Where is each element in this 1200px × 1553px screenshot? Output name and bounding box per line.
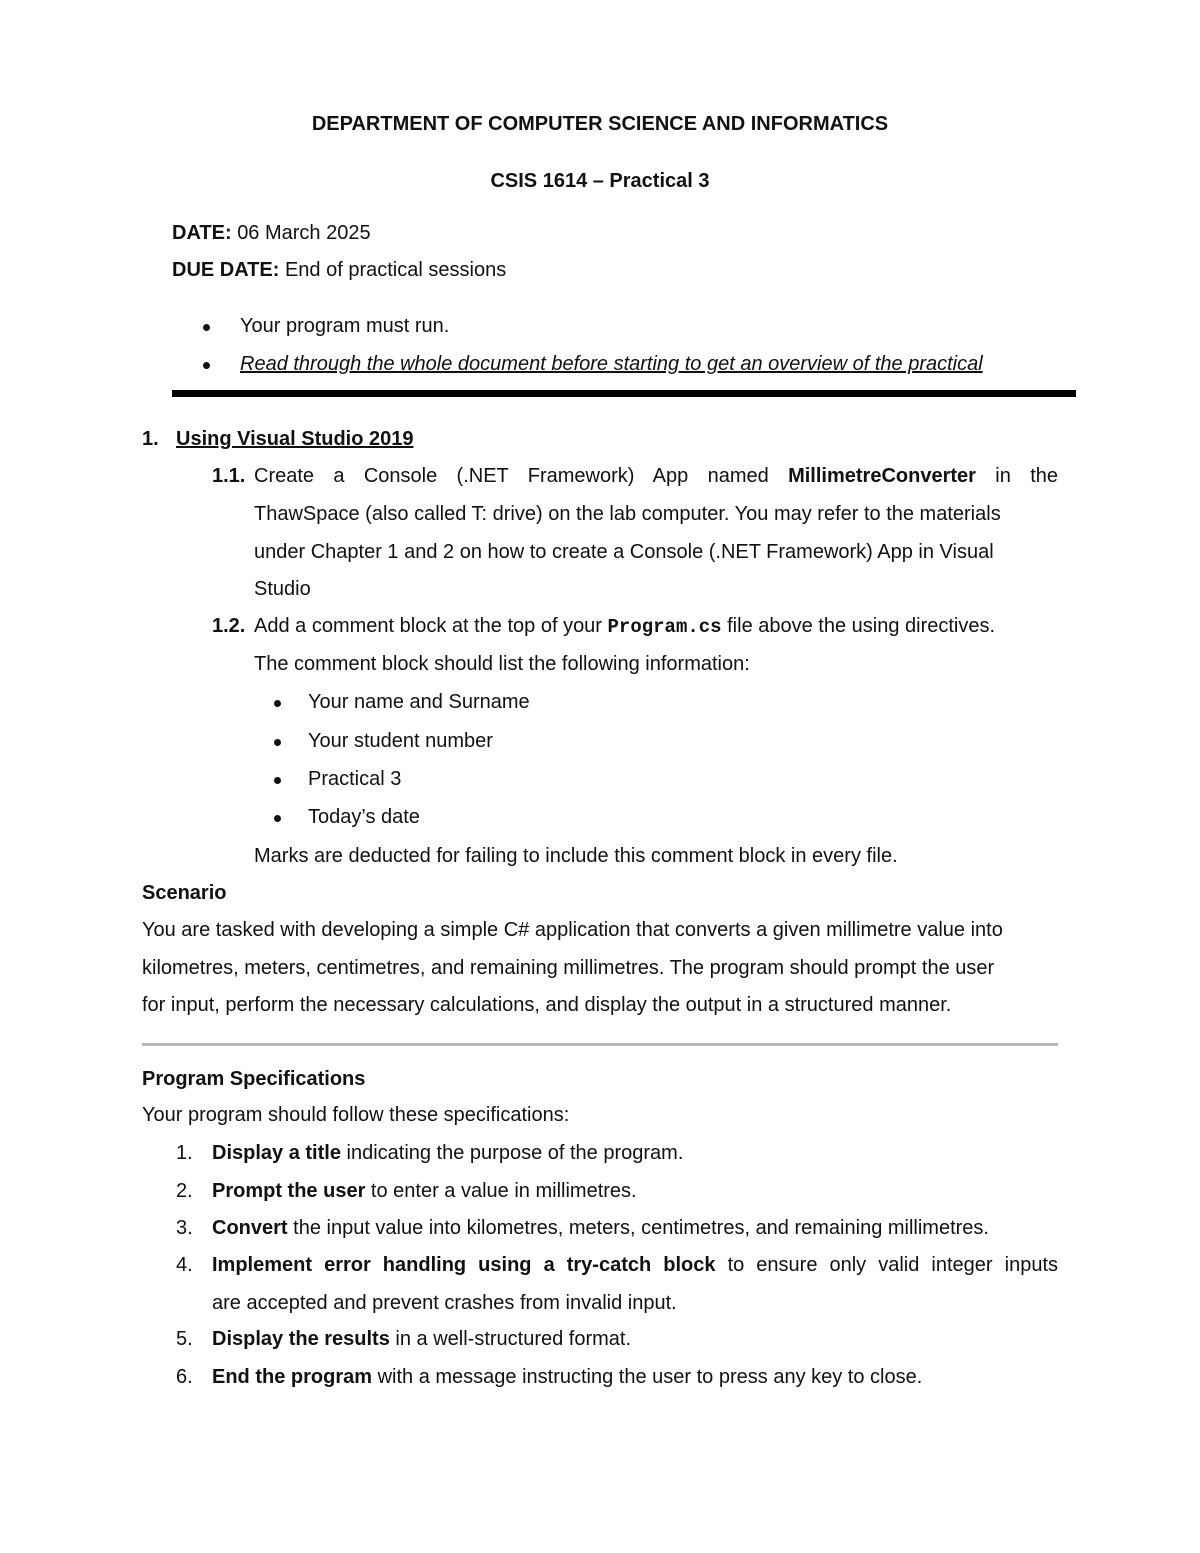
spec-item [212,1180,637,1203]
item-1-1-line4: Studio [254,578,311,600]
comment-item-name: Your name and Surname [308,691,530,713]
spec-bold: End the program [212,1366,373,1388]
item-1-1-line1 [254,465,1058,488]
spec-number: 3. [176,1217,193,1239]
spec-bold: Convert [212,1217,288,1239]
bullet-icon [203,362,210,369]
spec-rest: with a message instructing the user to press any key to close. [377,1366,923,1388]
spec-item [212,1328,631,1351]
item-1-1-line2: ThawSpace (also called T: drive) on the lab computer. You may refer to the materials [254,503,1001,525]
bullet-icon [203,324,210,331]
due-date-line [172,259,506,282]
spec-rest: to enter a value in millimetres. [370,1180,637,1202]
spec-rest: to ensure only valid integer inputs [727,1254,1058,1276]
note-read-document: Read through the whole document before starting to get an overview of the practical [240,353,983,375]
item-1-2-text-after: file above the using directives. [727,615,996,637]
spec-number: 1. [176,1142,193,1164]
spec-item [212,1142,683,1165]
date-value: 06 March 2025 [237,222,371,244]
spec-item-continuation: are accepted and prevent crashes from invalid input. [212,1292,677,1314]
spec-rest: the input value into kilometres, meters, centimetres, and remaining millimetres. [293,1217,989,1239]
marks-note: Marks are deducted for failing to include this comment block in every file. [254,845,898,867]
note-run: Your program must run. [240,315,450,337]
item-1-2-line1 [254,615,995,638]
date-label: DATE: [172,222,232,244]
section-divider [172,390,1076,397]
department-heading: DEPARTMENT OF COMPUTER SCIENCE AND INFORMATICS [311,113,889,135]
section-1-number: 1. [142,428,159,450]
specs-heading: Program Specifications [142,1068,366,1090]
item-1-1-text-after: in the [995,465,1058,487]
bullet-icon [274,815,281,822]
spec-rest: in a well-structured format. [395,1328,632,1350]
scenario-line: You are tasked with developing a simple C# application that converts a given millimetre value into [142,919,1003,941]
bullet-icon [274,739,281,746]
due-date-label: DUE DATE: [172,259,280,281]
item-1-2-number: 1.2. [212,615,246,637]
course-title: CSIS 1614 – Practical 3 [490,170,710,192]
spec-item [212,1217,989,1240]
spec-item [212,1254,1058,1277]
app-name: MillimetreConverter [788,465,976,487]
specs-intro: Your program should follow these specifications: [142,1104,570,1126]
spec-number: 2. [176,1180,193,1202]
spec-bold: Display a title [212,1142,341,1164]
scenario-line: kilometres, meters, centimetres, and remaining millimetres. The program should prompt the user [142,957,995,979]
spec-number: 6. [176,1366,193,1388]
date-line [172,222,371,245]
bullet-icon [274,700,281,707]
section-1-title: Using Visual Studio 2019 [176,428,414,450]
due-date-value: End of practical sessions [284,259,507,281]
spec-bold: Prompt the user [212,1180,366,1202]
bullet-icon [274,777,281,784]
horizontal-rule [142,1043,1058,1046]
item-1-2-text-before: Add a comment block at the top of your [254,615,602,637]
spec-bold: Display the results [212,1328,390,1350]
file-name: Program.cs [607,616,722,638]
comment-item-student-number: Your student number [308,730,493,752]
spec-rest: indicating the purpose of the program. [346,1142,684,1164]
item-1-1-line3: under Chapter 1 and 2 on how to create a Console (.NET Framework) App in Visual [254,541,994,563]
scenario-heading: Scenario [142,882,227,904]
spec-number: 4. [176,1254,193,1276]
item-1-1-number: 1.1. [212,465,246,487]
comment-item-date: Today’s date [308,806,420,828]
scenario-line: for input, perform the necessary calculations, and display the output in a structured manner. [142,994,952,1016]
item-1-1-text-before: Create a Console (.NET Framework) App named [254,465,769,487]
item-1-2-line2: The comment block should list the following information: [254,653,750,675]
spec-number: 5. [176,1328,193,1350]
spec-bold: Implement error handling using a try-catch block [212,1254,716,1276]
spec-item [212,1366,922,1389]
comment-item-practical: Practical 3 [308,768,402,790]
